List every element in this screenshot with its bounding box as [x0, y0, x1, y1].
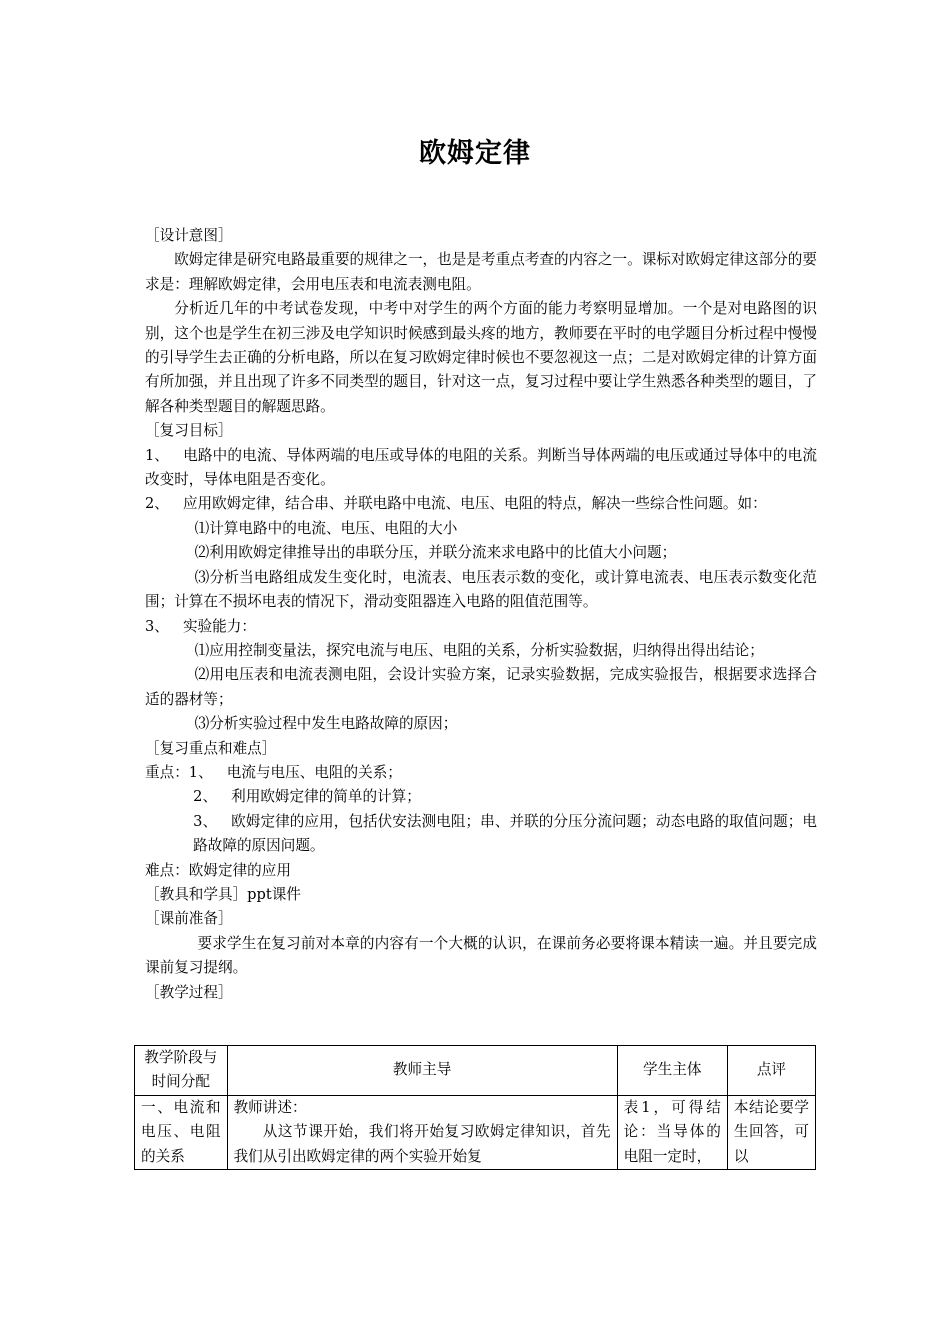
- header-student: 学生主体: [617, 1046, 727, 1096]
- design-intent-paragraph-2: 分析近几年的中考试卷发现，中考中对学生的两个方面的能力考察明显增加。一个是对电路图的识别，这个也是学生在初三涉及电学知识时候感到最头疼的地方，教师要在平时的电学题目分析过程中慢慢的引导学生去正确的分析电路，所以在复习欧姆定律时候也不要忽视这一点；二是对欧姆定律的计算方面有所加强，并且出现了许多不同类型的题目，针对这一点，复习过程中要让学生熟悉各种类型的题目，了解各种类型题目的解题思路。: [145, 300, 817, 415]
- teacher-text: 从这节课开始，我们将开始复习欧姆定律知识，首先我们从引出欧姆定律的两个实验开始复: [233, 1123, 611, 1165]
- process-heading: ［教学过程］: [145, 983, 233, 1001]
- goal-2-item: ⑴计算电路中的电流、电压、电阻的大小: [194, 519, 458, 537]
- cell-stage: 一、电流和电压、电阻的关系: [135, 1095, 228, 1169]
- cell-comment: 本结论要学生回答，可以: [727, 1095, 815, 1169]
- design-intent-heading: ［设计意图］: [145, 227, 233, 244]
- goal-1: [145, 444, 817, 493]
- goal-3-text: 实验能力：: [182, 617, 256, 635]
- goal-3-item: ⑶分析实验过程中发生电路故障的原因；: [194, 715, 458, 733]
- cell-student: 表1，可得结论：当导体的电阻一定时，: [617, 1095, 727, 1169]
- goal-1-text: 电路中的电流、导体两端的电压或导体的电阻的关系。判断当导体两端的电压或通过导体中的电流改变时，导体电阻是否变化。: [145, 446, 817, 489]
- key-point-3: [145, 810, 817, 859]
- key-points-label: 重点：: [145, 763, 189, 781]
- goal-2-text: 应用欧姆定律，结合串、并联电路中电流、电压、电阻的特点，解决一些综合性问题。如：: [182, 495, 767, 513]
- table-row: [135, 1095, 816, 1169]
- header-stage: 教学阶段与时间分配: [135, 1046, 228, 1096]
- cell-teacher: [227, 1095, 617, 1169]
- difficulty-line: 难点：欧姆定律的应用: [145, 861, 291, 879]
- tools-line: ［教具和学具］ppt课件: [145, 885, 301, 903]
- document-body: [145, 224, 817, 1005]
- key-point-number: 3、: [193, 812, 218, 830]
- key-point-text: 欧姆定律的应用，包括伏安法测电阻；串、并联的分压分流问题；动态电路的取值问题；电路故障的原因问题。: [193, 812, 817, 855]
- key-point-text: 电流与电压、电阻的关系；: [226, 763, 402, 781]
- key-point-number: 2、: [193, 788, 218, 806]
- goal-2-item: ⑶分析当电路组成发生变化时，电流表、电压表示数的变化，或计算电流表、电压表示数变化范围；计算在不损坏电表的情况下，滑动变阻器连入电路的阻值范围等。: [145, 568, 817, 611]
- preparation-heading: ［课前准备］: [145, 910, 233, 928]
- document-title: 欧姆定律: [419, 138, 531, 169]
- table-header-row: [135, 1046, 816, 1096]
- key-point-number: 1、: [188, 763, 213, 781]
- teaching-process-table: [134, 1045, 816, 1170]
- goal-3-item: ⑵用电压表和电流表测电阻，会设计实验方案，记录实验数据，完成实验报告，根据要求选择合适的器材等；: [145, 666, 817, 708]
- key-point-1: [145, 761, 817, 785]
- goal-3: [145, 615, 817, 639]
- key-points-heading: ［复习重点和难点］: [145, 739, 277, 757]
- goals-heading: ［复习目标］: [145, 422, 233, 440]
- goal-3-item: ⑴应用控制变量法，探究电流与电压、电阻的关系，分析实验数据，归纳得出得出结论；: [194, 641, 764, 659]
- goal-1-number: 1、: [145, 446, 169, 464]
- goal-2-number: 2、: [145, 495, 169, 513]
- goal-2: [145, 492, 817, 516]
- preparation-text: 要求学生在复习前对本章的内容有一个大概的认识，在课前务必要将课本精读一遍。并且要完成课前复习提纲。: [145, 934, 817, 977]
- key-point-text: 利用欧姆定律的简单的计算；: [231, 788, 421, 806]
- design-intent-paragraph-1: 欧姆定律是研究电路最重要的规律之一，也是是考重点考查的内容之一。课标对欧姆定律这部分的要求是：理解欧姆定律，会用电压表和电流表测电阻。: [145, 251, 817, 293]
- header-teacher: 教师主导: [227, 1046, 617, 1096]
- goal-3-number: 3、: [145, 617, 169, 635]
- key-point-2: [145, 785, 817, 809]
- goal-2-item: ⑵利用欧姆定律推导出的串联分压，并联分流来求电路中的比值大小问题；: [194, 544, 677, 562]
- teacher-label: 教师讲述：: [233, 1098, 307, 1116]
- header-comment: 点评: [727, 1046, 815, 1096]
